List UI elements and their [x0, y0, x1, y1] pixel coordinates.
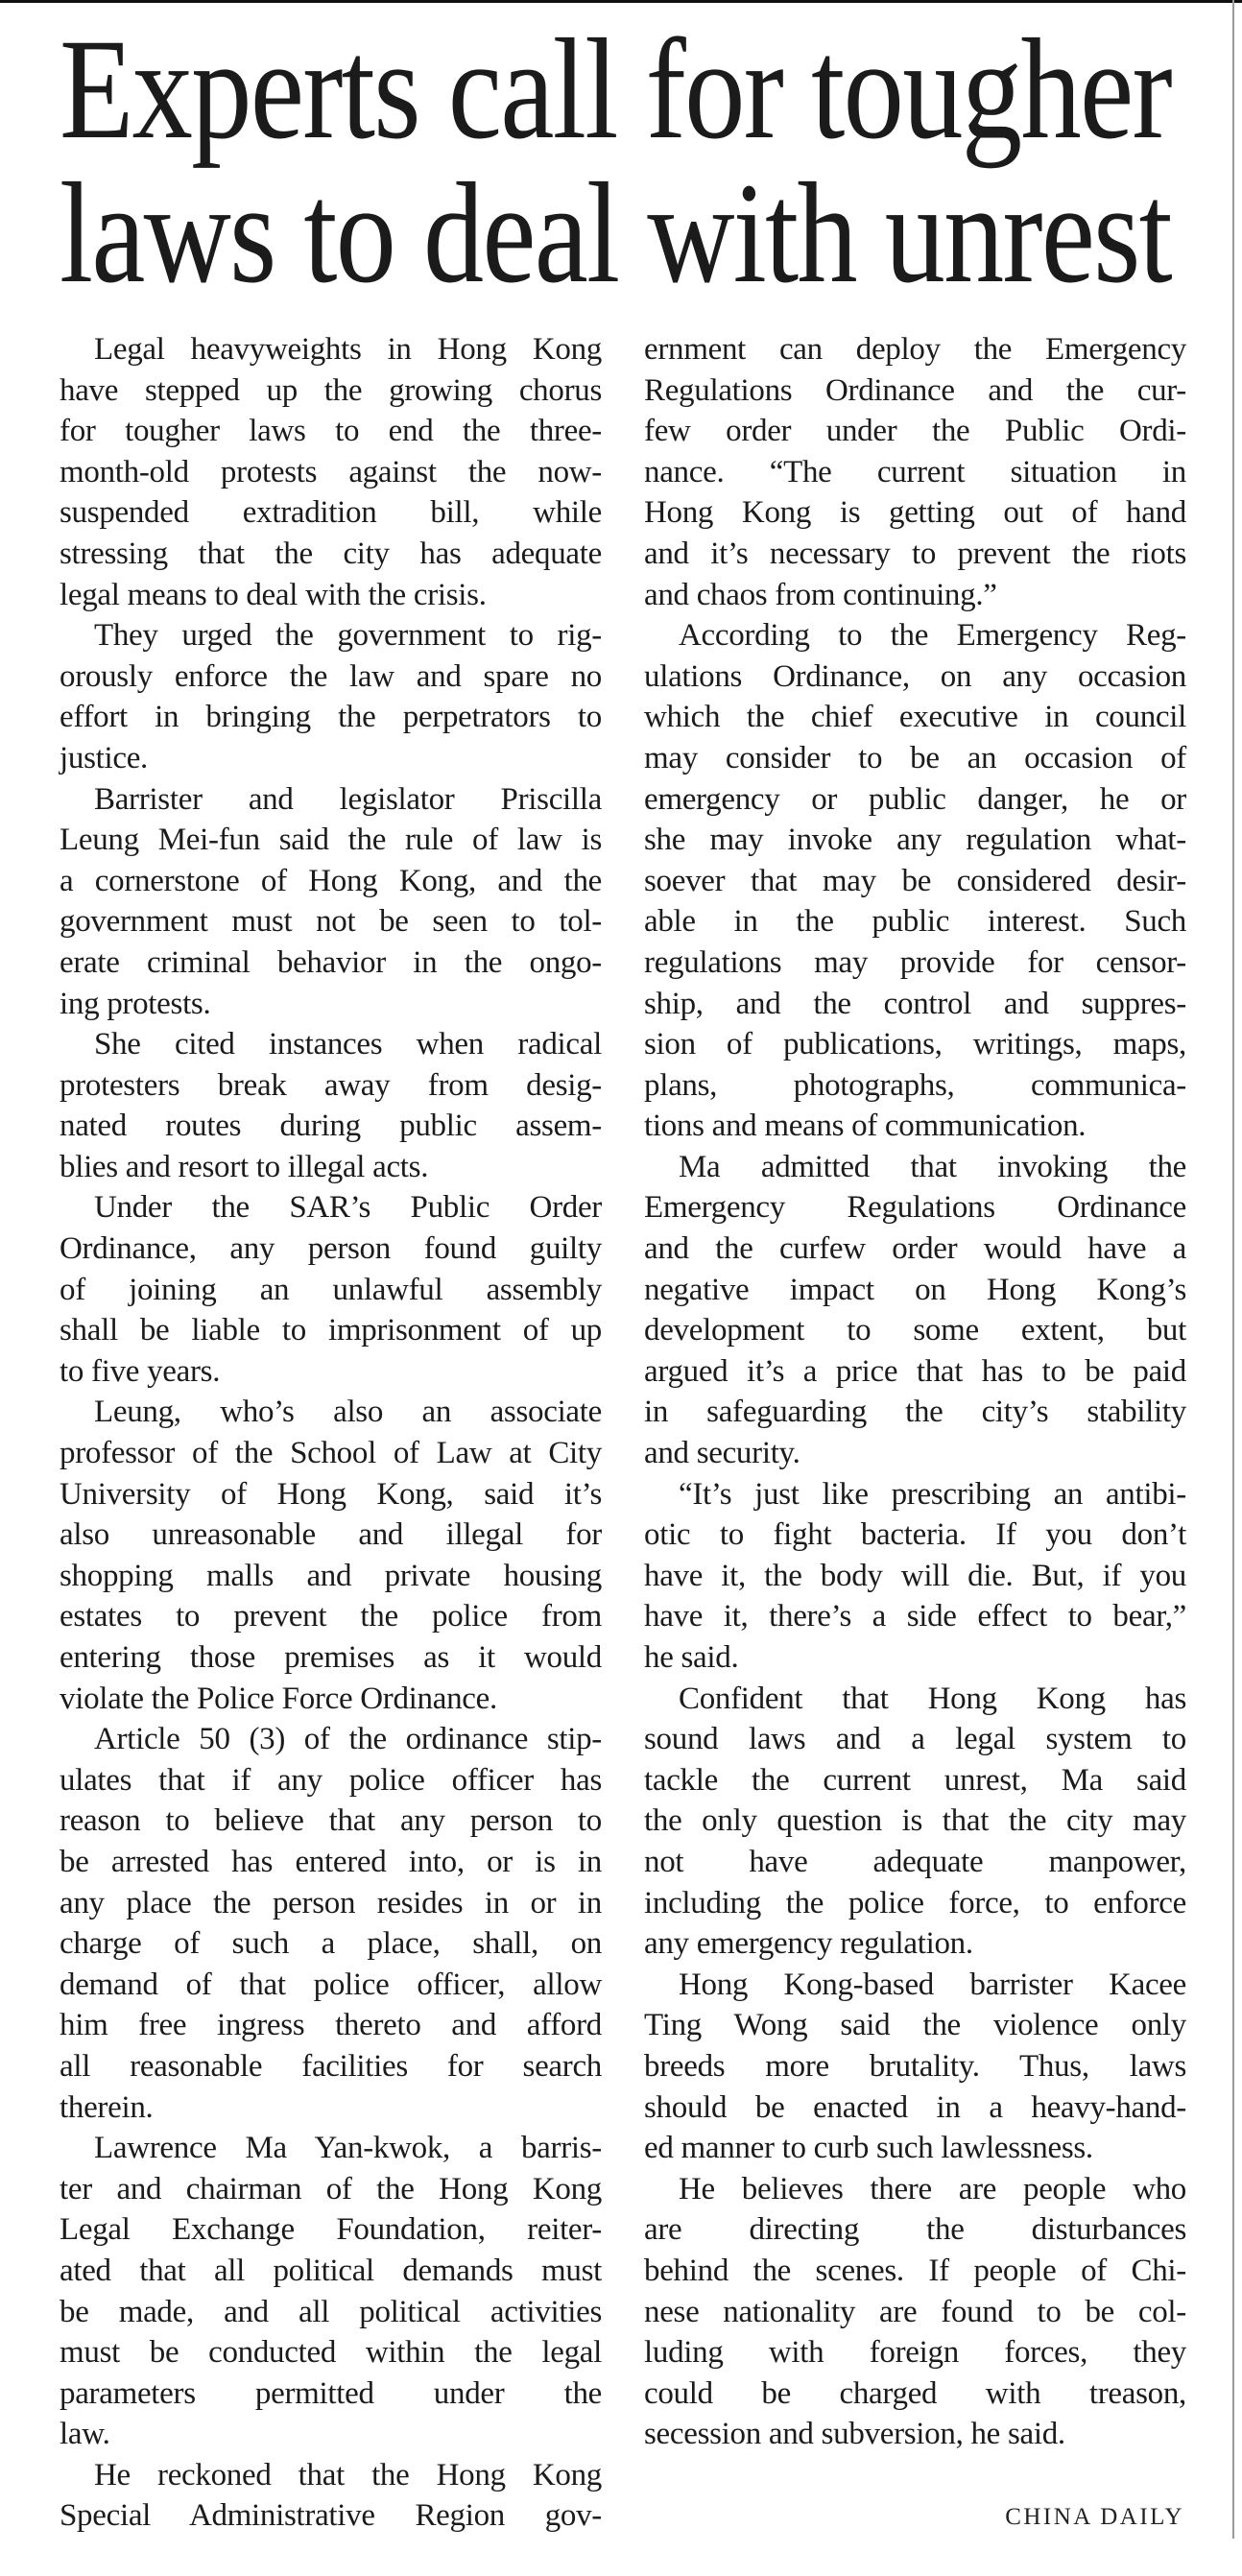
- article-paragraph: [60, 779, 602, 1025]
- text-line: to five years.: [60, 1353, 221, 1389]
- text-line: in safeguarding the city’s stability: [644, 1395, 1186, 1430]
- text-line: Leung, who’s also an associate: [94, 1395, 602, 1430]
- text-line: regulations may provide for censor-: [644, 944, 1186, 980]
- text-line: Article 50 (3) of the ordinance stip-: [94, 1722, 602, 1757]
- text-line: month-old protests against the now-: [60, 454, 602, 489]
- text-line: breeds more brutality. Thus, laws: [644, 2048, 1186, 2084]
- text-line: Hong Kong-based barrister Kacee: [679, 1967, 1186, 2002]
- text-line: demand of that police officer, allow: [60, 1967, 602, 2002]
- text-line: few order under the Public Ordi-: [644, 414, 1186, 449]
- text-line: Ting Wong said the violence only: [644, 2008, 1186, 2043]
- headline: [60, 10, 1173, 313]
- text-line: luding with foreign forces, they: [644, 2335, 1186, 2371]
- text-line: He reckoned that the Hong Kong: [94, 2457, 602, 2493]
- article-paragraph: [60, 615, 602, 778]
- article-paragraph: [644, 2169, 1186, 2455]
- headline-line: Experts call for tougher: [60, 10, 1171, 169]
- text-line: able in the public interest. Such: [644, 904, 1186, 940]
- text-line: blies and resort to illegal acts.: [60, 1149, 429, 1184]
- text-line: estates to prevent the police from: [60, 1599, 602, 1634]
- text-line: for tougher laws to end the three-: [60, 414, 602, 449]
- text-line: ated that all political demands must: [60, 2253, 602, 2288]
- text-line: Regulations Ordinance and the cur-: [644, 372, 1186, 408]
- text-line: Ma admitted that invoking the: [679, 1149, 1186, 1184]
- text-line: ulates that if any police officer has: [60, 1762, 602, 1798]
- text-line: ed manner to curb such lawlessness.: [644, 2131, 1093, 2166]
- text-line: Special Administrative Region gov-: [60, 2498, 602, 2534]
- text-line: and it’s necessary to prevent the riots: [644, 536, 1186, 571]
- text-line: stressing that the city has adequate: [60, 536, 602, 571]
- text-line: otic to fight bacteria. If you don’t: [644, 1517, 1186, 1553]
- text-line: sion of publications, writings, maps,: [644, 1027, 1186, 1062]
- text-line: not have adequate manpower,: [644, 1844, 1186, 1879]
- text-line: professor of the School of Law at City: [60, 1436, 602, 1471]
- text-line: protesters break away from desig-: [60, 1067, 602, 1103]
- text-line: plans, photographs, communica-: [644, 1067, 1186, 1103]
- text-line: justice.: [60, 740, 148, 775]
- text-line: reason to believe that any person to: [60, 1803, 602, 1839]
- text-line: orously enforce the law and spare no: [60, 658, 602, 694]
- text-line: ter and chairman of the Hong Kong: [60, 2171, 602, 2206]
- text-line: shopping malls and private housing: [60, 1558, 602, 1593]
- text-line: he said.: [644, 1640, 739, 1675]
- headline-line: laws to deal with unrest: [60, 154, 1171, 313]
- text-line: ulations Ordinance, on any occasion: [644, 658, 1186, 694]
- text-line: emergency or public danger, he or: [644, 781, 1186, 817]
- text-line: charge of such a place, shall, on: [60, 1926, 602, 1962]
- text-line: ing protests.: [60, 986, 211, 1021]
- text-line: have stepped up the growing chorus: [60, 372, 602, 408]
- text-line: She cited instances when radical: [94, 1027, 602, 1062]
- text-line: nated routes during public assem-: [60, 1109, 602, 1144]
- text-line: law.: [60, 2417, 110, 2452]
- text-line: must be conducted within the legal: [60, 2335, 602, 2371]
- top-rule: [0, 0, 1242, 3]
- text-line: ernment can deploy the Emergency: [644, 332, 1186, 367]
- text-line: may consider to be an occasion of: [644, 740, 1186, 775]
- text-line: and the curfew order would have a: [644, 1231, 1186, 1267]
- source-credit: CHINA DAILY: [1005, 2504, 1184, 2530]
- text-line: Legal Exchange Foundation, reiter-: [60, 2212, 602, 2248]
- text-line: be arrested has entered into, or is in: [60, 1844, 602, 1879]
- text-line: all reasonable facilities for search: [60, 2048, 602, 2084]
- text-line: effort in bringing the perpetrators to: [60, 700, 602, 735]
- text-line: Legal heavyweights in Hong Kong: [94, 332, 602, 367]
- article-paragraph: [644, 329, 1186, 615]
- text-line: secession and subversion, he said.: [644, 2417, 1065, 2452]
- text-line: entering those premises as it would: [60, 1640, 602, 1675]
- text-line: According to the Emergency Reg-: [679, 618, 1186, 654]
- text-line: therein.: [60, 2089, 154, 2125]
- text-line: any place the person resides in or in: [60, 1885, 602, 1920]
- text-line: University of Hong Kong, said it’s: [60, 1476, 602, 1512]
- text-line: Ordinance, any person found guilty: [60, 1231, 602, 1267]
- article-paragraph: [644, 1147, 1186, 1474]
- text-line: He believes there are people who: [679, 2171, 1186, 2206]
- text-line: legal means to deal with the crisis.: [60, 577, 487, 612]
- text-line: Leung Mei-fun said the rule of law is: [60, 823, 602, 858]
- text-line: nese nationality are found to be col-: [644, 2294, 1186, 2329]
- text-line: They urged the government to rig-: [94, 618, 602, 654]
- article-paragraph: [60, 2128, 602, 2455]
- text-line: of joining an unlawful assembly: [60, 1272, 602, 1307]
- text-line: Barrister and legislator Priscilla: [94, 781, 602, 817]
- text-line: Confident that Hong Kong has: [679, 1681, 1186, 1716]
- text-line: the only question is that the city may: [644, 1803, 1186, 1839]
- text-line: ship, and the control and suppres-: [644, 986, 1186, 1021]
- article-paragraph: [60, 1187, 602, 1392]
- text-line: including the police force, to enforce: [644, 1885, 1186, 1920]
- text-line: negative impact on Hong Kong’s: [644, 1272, 1186, 1307]
- text-line: which the chief executive in council: [644, 700, 1186, 735]
- article-paragraph: [60, 1392, 602, 1719]
- column-divider: [1232, 0, 1234, 2539]
- text-line: a cornerstone of Hong Kong, and the: [60, 863, 602, 898]
- text-line: tions and means of communication.: [644, 1109, 1087, 1144]
- text-line: could be charged with treason,: [644, 2375, 1186, 2411]
- text-line: parameters permitted under the: [60, 2375, 602, 2411]
- text-line: soever that may be considered desir-: [644, 863, 1186, 898]
- text-line: suspended extradition bill, while: [60, 495, 602, 531]
- text-line: also unreasonable and illegal for: [60, 1517, 602, 1553]
- article-paragraph: [60, 329, 602, 615]
- article-paragraph: [644, 1965, 1186, 2169]
- text-line: have it, the body will die. But, if you: [644, 1558, 1186, 1593]
- text-line: tackle the current unrest, Ma said: [644, 1762, 1186, 1798]
- article-paragraph: [60, 1024, 602, 1187]
- text-line: erate criminal behavior in the ongo-: [60, 944, 602, 980]
- text-line: shall be liable to imprisonment of up: [60, 1313, 602, 1348]
- text-line: nance. “The current situation in: [644, 454, 1186, 489]
- article-paragraph: [60, 1719, 602, 2128]
- text-line: have it, there’s a side effect to bear,”: [644, 1599, 1186, 1634]
- text-line: argued it’s a price that has to be paid: [644, 1353, 1186, 1389]
- text-line: Under the SAR’s Public Order: [94, 1190, 602, 1226]
- text-line: government must not be seen to tol-: [60, 904, 602, 940]
- text-line: are directing the disturbances: [644, 2212, 1186, 2248]
- text-line: “It’s just like prescribing an antibi-: [679, 1476, 1186, 1512]
- text-line: she may invoke any regulation what-: [644, 823, 1186, 858]
- text-line: Lawrence Ma Yan-kwok, a barris-: [94, 2131, 602, 2166]
- text-line: him free ingress thereto and afford: [60, 2008, 602, 2043]
- text-line: Emergency Regulations Ordinance: [644, 1190, 1186, 1226]
- article-paragraph: [60, 2455, 602, 2537]
- text-line: Hong Kong is getting out of hand: [644, 495, 1186, 531]
- article-column-2: [644, 329, 1186, 2455]
- article-paragraph: [644, 1679, 1186, 1965]
- article-paragraph: [644, 1474, 1186, 1679]
- text-line: and chaos from continuing.”: [644, 577, 997, 612]
- text-line: should be enacted in a heavy-hand-: [644, 2089, 1186, 2125]
- text-line: be made, and all political activities: [60, 2294, 602, 2329]
- text-line: and security.: [644, 1436, 800, 1471]
- text-line: development to some extent, but: [644, 1313, 1186, 1348]
- text-line: sound laws and a legal system to: [644, 1722, 1186, 1757]
- article-paragraph: [644, 615, 1186, 1147]
- text-line: behind the scenes. If people of Chi-: [644, 2253, 1186, 2288]
- text-line: any emergency regulation.: [644, 1926, 973, 1962]
- article-column-1: [60, 329, 602, 2537]
- text-line: violate the Police Force Ordinance.: [60, 1681, 497, 1716]
